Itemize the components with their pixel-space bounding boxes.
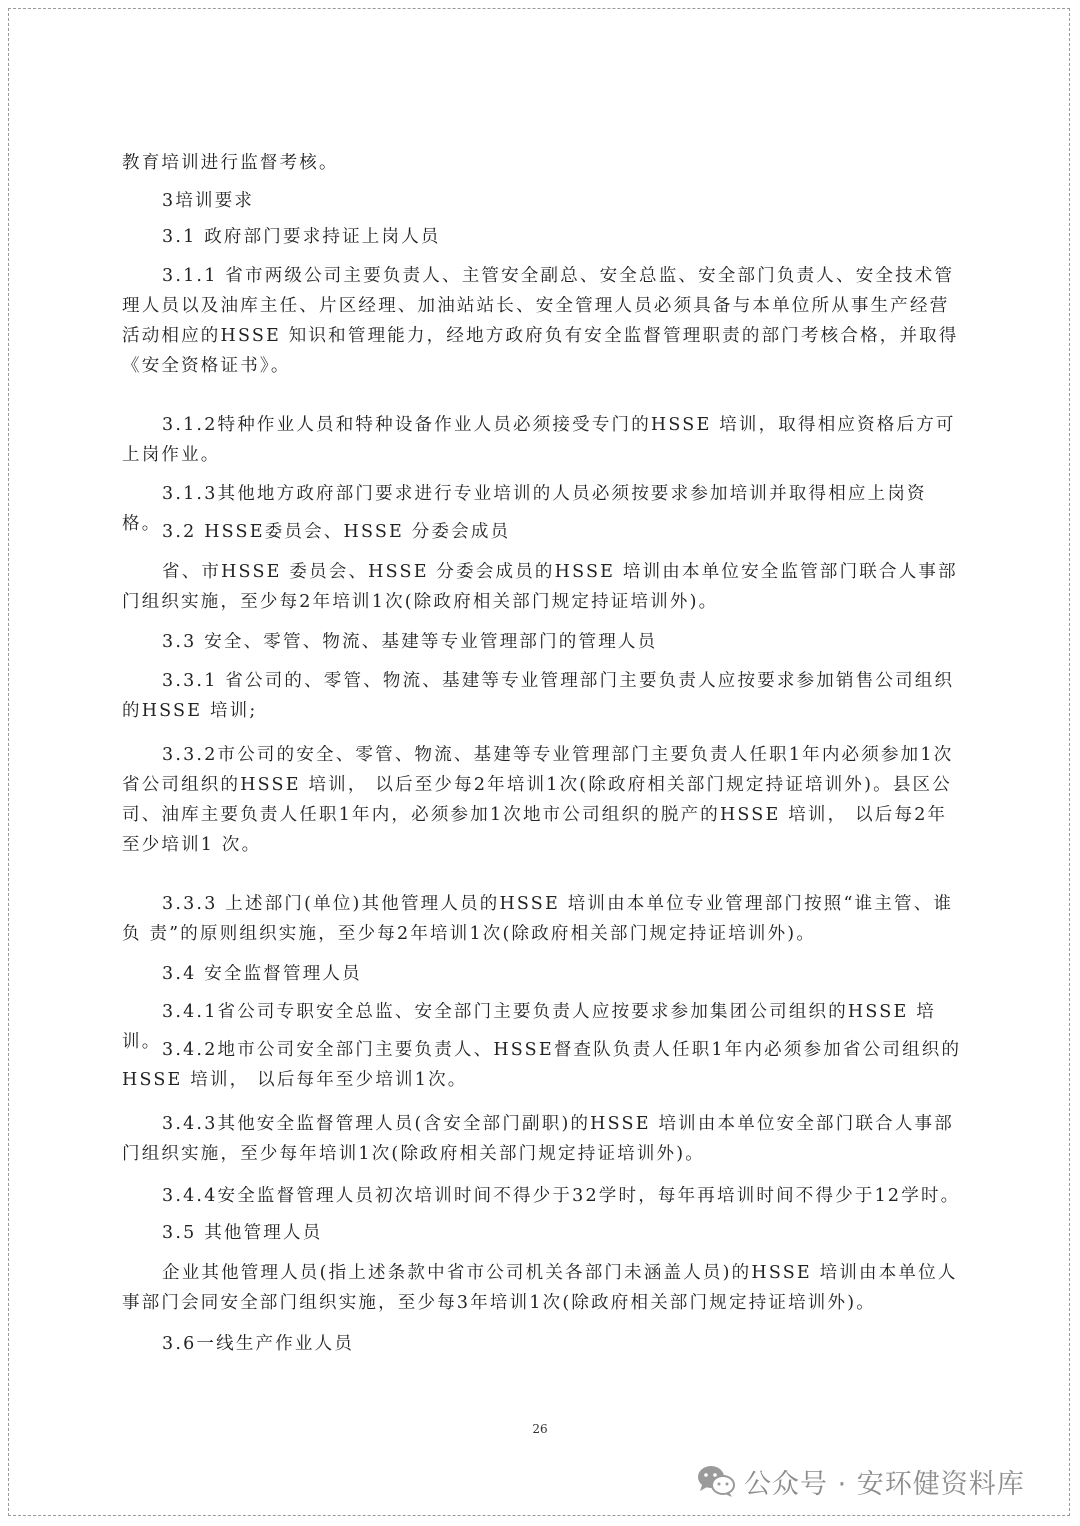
clause-3-4-2: 3.4.2地市公司安全部门主要负责人、HSSE督查队负责人任职1年内必须参加省公司组织的HSSE 培训， 以后每年至少培训1次。 — [122, 1040, 962, 1090]
wechat-icon — [696, 1464, 736, 1498]
clause-3-4-1: 3.4.1省公司专职安全总监、安全部门主要负责人应按要求参加集团公司组织的HSSE 培训。 — [122, 1002, 936, 1052]
watermark-text: 公众号 · 安环健资料库 — [744, 1468, 1025, 1500]
clause-3-3-3: 3.3.3 上述部门(单位)其他管理人员的HSSE 培训由本单位专业管理部门按照“谁主管、谁负 责”的原则组织实施，至少每2年培训1次(除政府相关部门规定持证培训外)。 — [122, 894, 954, 944]
heading-3-4: 3.4 安全监督管理人员 — [162, 964, 362, 984]
clause-3-3-2: 3.3.2市公司的安全、零管、物流、基建等专业管理部门主要负责人任职1年内必须参加1次省公司组织的HSSE 培训， 以后至少每2年培训1次(除政府相关部门规定持证培训外)。县区公司、油库主要负责人任职1年内，必须参加1次地市公司组织的脱产的HSSE 培训， 以后每2年至少培训1 次。 — [122, 745, 954, 855]
clause-3-1-1: 3.1.1 省市两级公司主要负责人、主管安全副总、安全总监、安全部门负责人、安全技术管理人员以及油库主任、片区经理、加油站站长、安全管理人员必须具备与本单位所从事生产经营活动相应的HSSE 知识和管理能力，经地方政府负有安全监督管理职责的部门考核合格，并取得《安全资格证书》。 — [122, 266, 959, 376]
clause-3-4-3: 3.4.3其他安全监督管理人员(含安全部门副职)的HSSE 培训由本单位安全部门联合人事部门组织实施，至少每年培训1次(除政府相关部门规定持证培训外)。 — [122, 1114, 954, 1164]
page-number: 26 — [532, 1422, 548, 1436]
clause-3-1-3: 3.1.3其他地方政府部门要求进行专业培训的人员必须按要求参加培训并取得相应上岗资格。 — [122, 484, 927, 534]
clause-3-5-body: 企业其他管理人员(指上述条款中省市公司机关各部门未涵盖人员)的HSSE 培训由本单位人事部门会同安全部门组织实施，至少每3年培训1次(除政府相关部门规定持证培训外)。 — [122, 1263, 958, 1313]
watermark — [696, 1461, 1025, 1501]
heading-3: 3培训要求 — [162, 191, 255, 211]
heading-3-5: 3.5 其他管理人员 — [162, 1223, 323, 1243]
clause-3-3-1: 3.3.1 省公司的、零管、物流、基建等专业管理部门主要负责人应按要求参加销售公司组织的HSSE 培训; — [122, 671, 955, 721]
heading-3-6: 3.6一线生产作业人员 — [162, 1334, 355, 1354]
paragraph-continuation: 教育培训进行监督考核。 — [122, 153, 339, 173]
clause-3-4-4: 3.4.4安全监督管理人员初次培训时间不得少于32学时，每年再培训时间不得少于12学时。 — [162, 1186, 961, 1206]
heading-3-3: 3.3 安全、零管、物流、基建等专业管理部门的管理人员 — [162, 632, 658, 652]
clause-3-2-body: 省、市HSSE 委员会、HSSE 分委会成员的HSSE 培训由本单位安全监管部门联合人事部门组织实施，至少每2年培训1次(除政府相关部门规定持证培训外)。 — [122, 562, 958, 612]
heading-3-2: 3.2 HSSE委员会、HSSE 分委会成员 — [162, 522, 511, 542]
heading-3-1: 3.1 政府部门要求持证上岗人员 — [162, 227, 441, 247]
clause-3-1-2: 3.1.2特种作业人员和特种设备作业人员必须接受专门的HSSE 培训，取得相应资格后方可上岗作业。 — [122, 415, 956, 465]
